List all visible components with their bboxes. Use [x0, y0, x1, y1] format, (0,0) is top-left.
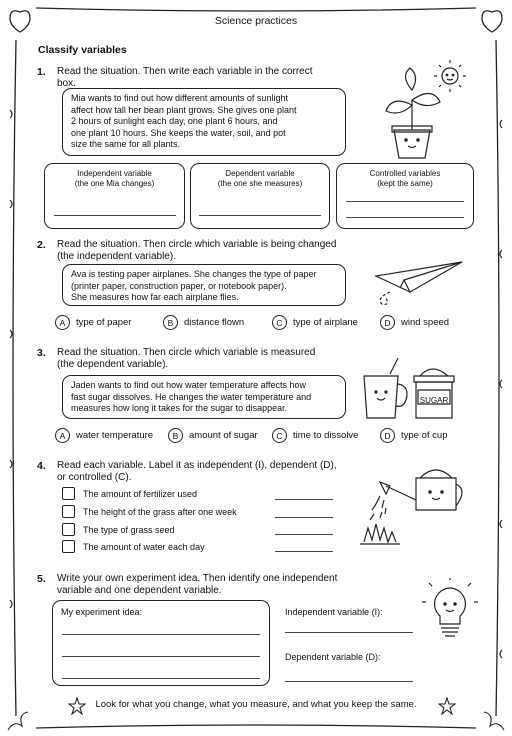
independent-box-heading: Independent variable: [77, 169, 152, 178]
q4-prompt-line2: or controlled (C).: [57, 472, 132, 483]
option-text: type of airplane: [293, 317, 358, 328]
option-text: type of cup: [401, 430, 448, 441]
q3-option-d[interactable]: [380, 428, 447, 443]
q5-prompt-line1: Write your own experiment idea. Then identify one independent: [57, 573, 338, 584]
q3-option-c[interactable]: [272, 428, 358, 443]
q3-scenario-box: [62, 375, 346, 419]
q2-number: 2.: [37, 239, 46, 251]
sugar-jar-label: SUGAR: [419, 396, 449, 405]
q4-checkbox[interactable]: [62, 540, 75, 553]
independent-box-sub: (the one Mia changes): [74, 179, 155, 188]
mug-and-sugar-jar-illustration: [358, 356, 458, 424]
independent-answer-line[interactable]: [54, 215, 176, 216]
q3-number: 3.: [37, 347, 46, 359]
page-title: Science practices: [214, 15, 298, 27]
experiment-idea-line[interactable]: [62, 634, 260, 635]
q2-prompt-line2: (the independent variable).: [57, 251, 176, 262]
controlled-answer-line[interactable]: [346, 201, 464, 202]
q4-checkbox[interactable]: [62, 523, 75, 536]
q3-option-b[interactable]: [168, 428, 258, 443]
section-title: Classify variables: [38, 44, 127, 56]
experiment-idea-box: [52, 600, 270, 686]
option-letter-circle: C: [272, 315, 287, 330]
q2-scenario-line: Ava is testing paper airplanes. She changes the type of paper: [71, 269, 317, 279]
dependent-box-heading: Dependent variable: [225, 169, 295, 178]
q1-scenario-line: Mia wants to find out how different amounts of sunlight: [71, 93, 288, 103]
q5-prompt-line2: variable and one dependent variable.: [57, 585, 222, 596]
q2-option-a[interactable]: [55, 315, 131, 330]
option-letter-circle: B: [168, 428, 183, 443]
independent-variable-box: [44, 163, 185, 229]
controlled-variables-box: [336, 163, 474, 229]
plant-pot-illustration: [372, 60, 472, 160]
dependent-variable-box: [190, 163, 330, 229]
q4-checkbox[interactable]: [62, 505, 75, 518]
q1-scenario-line: one plant 10 hours. She keeps the water, soil, and pot: [71, 127, 286, 138]
q3-scenario-line: Jaden wants to find out how water temperature affects how: [71, 380, 306, 390]
q4-checkbox[interactable]: [62, 487, 75, 500]
q5-number: 5.: [37, 573, 46, 585]
q2-option-b[interactable]: [163, 315, 244, 330]
dependent-variable-line[interactable]: [285, 681, 413, 682]
q3-prompt-line2: (the dependent variable).: [57, 359, 169, 370]
independent-variable-label: Independent variable (I):: [285, 607, 383, 617]
lightbulb-icon: [420, 578, 480, 644]
q1-scenario-line: 2 hours of sunlight each day, one plant 6 hours, and: [71, 116, 278, 126]
option-letter-circle: C: [272, 428, 287, 443]
q1-scenario-box: [62, 88, 346, 156]
q1-prompt-line2: box.: [57, 78, 76, 89]
experiment-idea-label: My experiment idea:: [61, 607, 143, 617]
star-icon: [438, 697, 456, 715]
q4-number: 4.: [37, 460, 46, 472]
independent-variable-line[interactable]: [285, 632, 413, 633]
q4-answer-line[interactable]: [275, 499, 333, 500]
q1-prompt-line1: Read the situation. Then write each variable in the correct: [57, 66, 313, 77]
option-letter-circle: D: [380, 428, 395, 443]
option-text: wind speed: [401, 317, 450, 328]
q1-scenario-line: size the same for all plants.: [71, 139, 181, 149]
q2-scenario-box: [62, 264, 346, 306]
q1-number: 1.: [37, 66, 46, 78]
q4-item-label: The amount of fertilizer used: [83, 489, 198, 499]
footer-tip: Look for what you change, what you measure, and what you keep the same.: [95, 699, 417, 710]
q4-answer-line[interactable]: [275, 534, 333, 535]
experiment-idea-line[interactable]: [62, 656, 260, 657]
option-letter-circle: D: [380, 315, 395, 330]
option-text: water temperature: [76, 430, 154, 441]
q2-scenario-line: She measures how far each airplane flies.: [71, 292, 239, 302]
q2-scenario-line: (printer paper, construction paper, or notebook paper).: [71, 280, 287, 291]
dependent-answer-line[interactable]: [199, 215, 321, 216]
q4-prompt-line1: Read each variable. Label it as independent (I), dependent (D),: [57, 460, 337, 471]
option-text: amount of sugar: [189, 430, 258, 441]
q2-prompt-line1: Read the situation. Then circle which variable is being changed: [57, 239, 337, 250]
option-letter-circle: A: [55, 315, 70, 330]
q3-scenario-line: fast sugar dissolves. He changes the water temperature and: [71, 391, 312, 402]
paper-airplane-icon: [370, 258, 470, 306]
q4-answer-line[interactable]: [275, 551, 333, 552]
q3-option-a[interactable]: [55, 428, 153, 443]
dependent-box-sub: (the one she measures): [217, 179, 303, 188]
experiment-idea-line[interactable]: [62, 678, 260, 679]
option-letter-circle: A: [55, 428, 70, 443]
q4-answer-line[interactable]: [275, 517, 333, 518]
q4-item-label: The height of the grass after one week: [83, 507, 237, 517]
watering-can-icon: [360, 462, 470, 552]
q1-scenario-line: affect how tall her bean plant grows. She gives one plant: [71, 104, 297, 115]
q4-item-label: The amount of water each day: [83, 542, 205, 552]
q3-prompt-line1: Read the situation. Then circle which variable is measured: [57, 347, 316, 358]
q2-option-d[interactable]: [380, 315, 449, 330]
controlled-box-heading: Controlled variables: [369, 169, 441, 178]
option-text: distance flown: [184, 317, 245, 328]
q4-item-label: The type of grass seed: [83, 525, 175, 535]
controlled-box-sub: (kept the same): [377, 179, 433, 188]
option-text: time to dissolve: [293, 430, 359, 441]
dependent-variable-label: Dependent variable (D):: [285, 652, 381, 662]
option-letter-circle: B: [163, 315, 178, 330]
q3-scenario-line: measures how long it takes for the sugar to disappear.: [71, 403, 288, 413]
controlled-answer-line[interactable]: [346, 217, 464, 218]
q2-option-c[interactable]: [272, 315, 358, 330]
option-text: type of paper: [76, 317, 132, 328]
